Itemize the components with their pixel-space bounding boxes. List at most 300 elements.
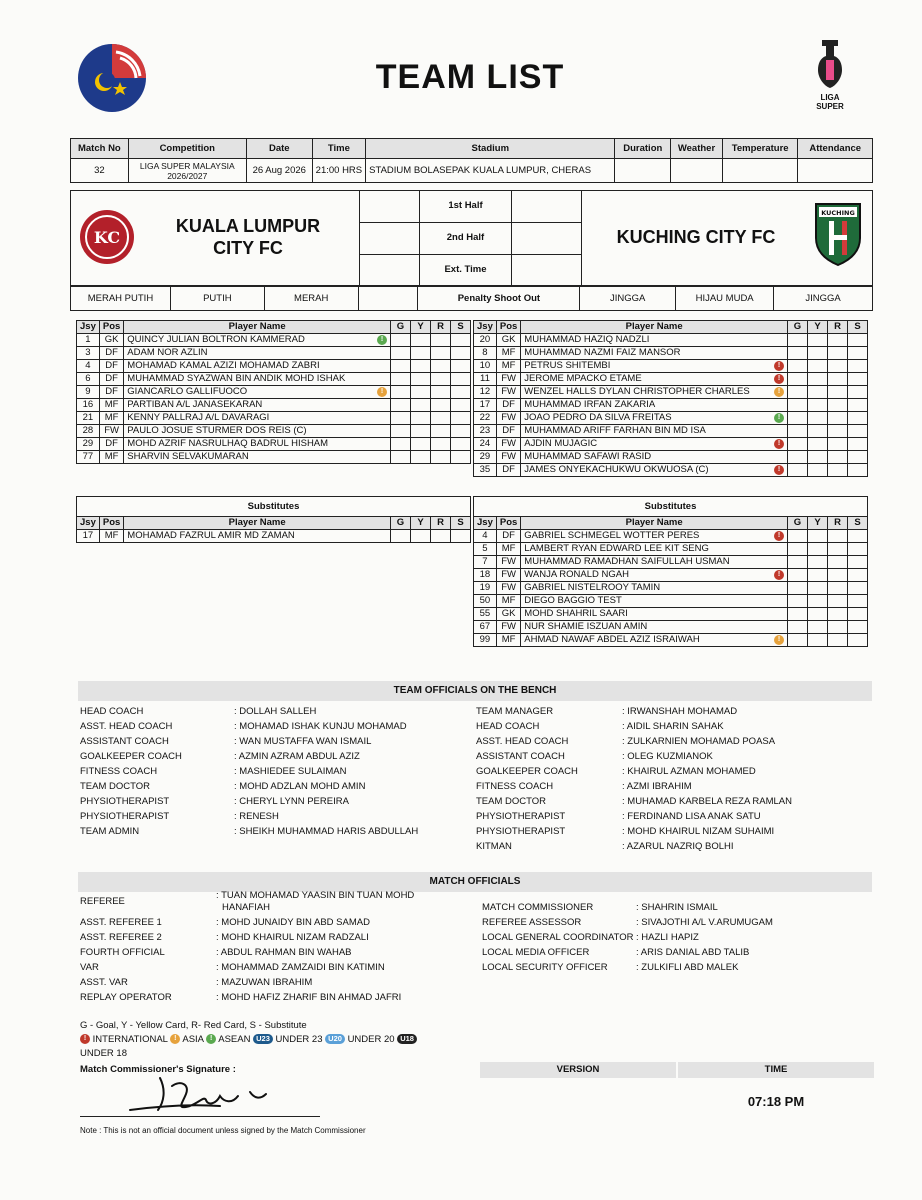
official-role: HEAD COACH	[80, 706, 144, 717]
jersey-number: 1	[77, 334, 100, 347]
red-cell	[828, 386, 848, 399]
player-row	[77, 334, 471, 347]
goal-cell	[788, 569, 808, 582]
official-name: : ZULKIFLI ABD MALEK	[636, 962, 739, 973]
position: GK	[496, 334, 520, 347]
player-row	[474, 464, 868, 477]
official-role: REFEREE	[80, 896, 125, 907]
goal-cell	[391, 373, 411, 386]
header-s: S	[848, 321, 868, 334]
jersey-number: 12	[474, 386, 497, 399]
official-name: : MUHAMAD KARBELA REZA RAMLAN	[622, 796, 792, 807]
away-badge	[813, 201, 863, 267]
official-name: : IRWANSHAH MOHAMAD	[622, 706, 738, 717]
home-badge	[79, 209, 135, 265]
official-name: : SIVAJOTHI A/L V.ARUMUGAM	[636, 917, 773, 928]
yellow-cell	[411, 438, 431, 451]
header-jsy: Jsy	[474, 321, 497, 334]
yellow-cell	[411, 530, 431, 543]
yellow-cell	[808, 334, 828, 347]
position: FW	[99, 425, 123, 438]
goal-cell	[788, 399, 808, 412]
yellow-cell	[808, 634, 828, 647]
position: DF	[99, 386, 123, 399]
jersey-number: 18	[474, 569, 497, 582]
player-name: WENZEL HALLS DYLAN CHRISTOPHER CHARLES	[524, 386, 750, 397]
header-g: G	[788, 517, 808, 530]
header-weather: Weather	[671, 139, 723, 159]
international-icon: !	[774, 361, 784, 371]
official-role: GOALKEEPER COACH	[80, 751, 182, 762]
goal-cell	[391, 451, 411, 464]
official-role: TEAM ADMIN	[80, 826, 140, 837]
official-name: : SHEIKH MUHAMMAD HARIS ABDULLAH	[234, 826, 419, 837]
jersey-number: 4	[77, 360, 100, 373]
sub-cell	[848, 451, 868, 464]
player-row	[474, 334, 868, 347]
match-officials-title: MATCH OFFICIALS	[78, 872, 872, 892]
jersey-number: 7	[474, 556, 497, 569]
player-name-cell	[521, 530, 788, 543]
official-name: : ZULKARNIEN MOHAMAD POASA	[622, 736, 776, 747]
svg-text:KC: KC	[93, 228, 121, 247]
sub-cell	[848, 464, 868, 477]
header-r: R	[431, 321, 451, 334]
home-players-table	[76, 320, 471, 464]
sub-cell	[451, 412, 471, 425]
official-role: PHYSIOTHERAPIST	[80, 796, 170, 807]
goal-cell	[788, 334, 808, 347]
match-time: 21:00 HRS	[312, 159, 365, 183]
player-row	[474, 634, 868, 647]
player-name-cell	[521, 425, 788, 438]
player-row	[474, 386, 868, 399]
player-name-cell	[521, 464, 788, 477]
version-label: VERSION	[480, 1062, 676, 1078]
red-cell	[828, 451, 848, 464]
goal-cell	[391, 530, 411, 543]
yellow-cell	[808, 582, 828, 595]
header-s: S	[848, 517, 868, 530]
official-role: TEAM MANAGER	[476, 706, 554, 717]
red-cell	[828, 425, 848, 438]
goal-cell	[788, 530, 808, 543]
legend-asia: ASIA	[182, 1034, 204, 1045]
header-pos: Pos	[496, 321, 520, 334]
player-name-cell	[124, 334, 391, 347]
player-name: GABRIEL NISTELROOY TAMIN	[524, 582, 661, 593]
jersey-number: 23	[474, 425, 497, 438]
yellow-cell	[411, 399, 431, 412]
goal-cell	[788, 360, 808, 373]
official-role: FOURTH OFFICIAL	[80, 947, 165, 958]
goal-cell	[391, 425, 411, 438]
stadium: STADIUM BOLASEPAK KUALA LUMPUR, CHERAS	[366, 159, 615, 183]
player-row	[77, 373, 471, 386]
header-attendance: Attendance	[798, 139, 873, 159]
jersey-number: 35	[474, 464, 497, 477]
player-name-cell	[521, 347, 788, 360]
home-subs-title: Substitutes	[77, 497, 471, 517]
signature-label: Match Commissioner's Signature :	[80, 1064, 236, 1075]
header-pos: Pos	[99, 321, 123, 334]
header-g: G	[391, 517, 411, 530]
official-role: ASSISTANT COACH	[80, 736, 169, 747]
player-name-cell	[521, 595, 788, 608]
sub-cell	[451, 438, 471, 451]
position: MF	[99, 399, 123, 412]
sub-cell	[848, 621, 868, 634]
yellow-cell	[411, 386, 431, 399]
official-role: PHYSIOTHERAPIST	[476, 826, 566, 837]
header-r: R	[431, 517, 451, 530]
official-name: : MOHD KHAIRUL NIZAM RADZALI	[216, 932, 369, 943]
goal-cell	[788, 543, 808, 556]
international-icon: !	[774, 374, 784, 384]
home-subs-table	[76, 496, 471, 543]
red-cell	[828, 608, 848, 621]
competition: LIGA SUPER MALAYSIA 2026/2027	[128, 159, 246, 183]
official-role: FITNESS COACH	[476, 781, 554, 792]
official-role: TEAM DOCTOR	[476, 796, 547, 807]
yellow-cell	[808, 360, 828, 373]
yellow-cell	[808, 543, 828, 556]
sub-cell	[451, 530, 471, 543]
player-row	[474, 373, 868, 386]
sub-cell	[451, 360, 471, 373]
away-kit-1: JINGGA	[580, 287, 676, 311]
player-name-cell	[124, 451, 391, 464]
footer-note: Note : This is not an official document unless signed by the Match Commissioner	[80, 1126, 366, 1135]
asean-icon: !	[774, 413, 784, 423]
sub-cell	[848, 386, 868, 399]
player-name: KENNY PALLRAJ A/L DAVARAGI	[127, 412, 270, 423]
position: MF	[496, 347, 520, 360]
red-cell	[431, 451, 451, 464]
u23-pill: U23	[253, 1034, 273, 1044]
official-role: ASST. REFEREE 1	[80, 917, 162, 928]
player-name: LAMBERT RYAN EDWARD LEE KIT SENG	[524, 543, 709, 554]
header-pos: Pos	[496, 517, 520, 530]
player-row	[474, 543, 868, 556]
player-name: DIEGO BAGGIO TEST	[524, 595, 622, 606]
player-name: MUHAMMAD SAFAWI RASID	[524, 451, 652, 462]
player-row	[474, 360, 868, 373]
official-role: MATCH COMMISSIONER	[482, 902, 594, 913]
player-name: PARTIBAN A/L JANASEKARAN	[127, 399, 263, 410]
official-name: : OLEG KUZMIANOK	[622, 751, 713, 762]
attendance	[798, 159, 873, 183]
player-name: QUINCY JULIAN BOLTRON KAMMERAD	[127, 334, 305, 345]
yellow-cell	[808, 399, 828, 412]
official-role: TEAM DOCTOR	[80, 781, 151, 792]
position: DF	[99, 438, 123, 451]
official-role: VAR	[80, 962, 99, 973]
yellow-cell	[411, 412, 431, 425]
position: FW	[496, 451, 520, 464]
header-r: R	[828, 321, 848, 334]
yellow-cell	[411, 334, 431, 347]
red-cell	[828, 634, 848, 647]
goal-cell	[788, 373, 808, 386]
position: MF	[496, 543, 520, 556]
header-competition: Competition	[128, 139, 246, 159]
page-title: TEAM LIST	[375, 58, 565, 96]
player-row	[474, 595, 868, 608]
away-subs-title: Substitutes	[474, 497, 868, 517]
player-row	[474, 399, 868, 412]
sub-cell	[848, 360, 868, 373]
red-cell	[828, 464, 848, 477]
goal-cell	[391, 412, 411, 425]
home-kit-3: MERAH	[264, 287, 358, 311]
yellow-cell	[411, 347, 431, 360]
red-cell	[431, 347, 451, 360]
official-role: FITNESS COACH	[80, 766, 158, 777]
duration	[615, 159, 671, 183]
official-name: : AIDIL SHARIN SAHAK	[622, 721, 724, 732]
player-name: MOHD AZRIF NASRULHAQ BADRUL HISHAM	[127, 438, 329, 449]
player-name: MUHAMMAD ARIFF FARHAN BIN MD ISA	[524, 425, 706, 436]
player-name-cell	[521, 399, 788, 412]
position: FW	[496, 412, 520, 425]
player-name-cell	[521, 608, 788, 621]
match-no: 32	[71, 159, 129, 183]
player-row	[77, 451, 471, 464]
goal-cell	[788, 347, 808, 360]
sub-cell	[848, 556, 868, 569]
position: MF	[99, 451, 123, 464]
yellow-cell	[808, 412, 828, 425]
official-role: PHYSIOTHERAPIST	[80, 811, 170, 822]
jersey-number: 55	[474, 608, 497, 621]
legend-u20: UNDER 20	[347, 1034, 395, 1045]
jersey-number: 77	[77, 451, 100, 464]
sub-cell	[848, 438, 868, 451]
player-row	[474, 608, 868, 621]
position: DF	[99, 347, 123, 360]
player-name: MUHAMMAD SYAZWAN BIN ANDIK MOHD ISHAK	[127, 373, 346, 384]
goal-cell	[788, 451, 808, 464]
yellow-cell	[808, 621, 828, 634]
player-row	[77, 425, 471, 438]
official-name: : TUAN MOHAMAD YAASIN BIN TUAN MOHD	[216, 890, 415, 901]
sub-cell	[848, 347, 868, 360]
player-name: AHMAD NAWAF ABDEL AZIZ ISRAIWAH	[524, 634, 700, 645]
official-name: : AZARUL NAZRIQ BOLHI	[622, 841, 734, 852]
player-name: MOHD SHAHRIL SAARI	[524, 608, 628, 619]
yellow-cell	[411, 451, 431, 464]
yellow-cell	[808, 464, 828, 477]
jersey-number: 22	[474, 412, 497, 425]
player-name: SHARVIN SELVAKUMARAN	[127, 451, 249, 462]
official-role: KITMAN	[476, 841, 512, 852]
liga-super-logo-text: LIGA SUPER	[816, 93, 844, 111]
first-half-label: 1st Half	[448, 200, 483, 211]
jersey-number: 67	[474, 621, 497, 634]
player-name-cell	[124, 399, 391, 412]
header-jsy: Jsy	[77, 517, 100, 530]
sub-cell	[848, 412, 868, 425]
goal-cell	[391, 438, 411, 451]
official-name: : WAN MUSTAFFA WAN ISMAIL	[234, 736, 372, 747]
yellow-cell	[808, 425, 828, 438]
international-icon: !	[774, 439, 784, 449]
official-name: : MASHIEDEE SULAIMAN	[234, 766, 347, 777]
header-y: Y	[411, 517, 431, 530]
header-duration: Duration	[615, 139, 671, 159]
red-cell	[828, 595, 848, 608]
goal-cell	[788, 438, 808, 451]
bench-officials-title: TEAM OFFICIALS ON THE BENCH	[78, 681, 872, 701]
yellow-cell	[808, 386, 828, 399]
jersey-number: 16	[77, 399, 100, 412]
sub-cell	[451, 451, 471, 464]
asean-icon: !	[206, 1034, 216, 1044]
goal-cell	[788, 621, 808, 634]
official-name: : ABDUL RAHMAN BIN WAHAB	[216, 947, 352, 958]
header-player-name: Player Name	[124, 517, 391, 530]
sub-cell	[848, 595, 868, 608]
position: DF	[496, 530, 520, 543]
player-row	[474, 582, 868, 595]
player-name: NUR SHAMIE ISZUAN AMIN	[524, 621, 648, 632]
jersey-number: 11	[474, 373, 497, 386]
official-role: ASST. VAR	[80, 977, 128, 988]
svg-text:KUCHING: KUCHING	[821, 209, 855, 217]
ext-time-label: Ext. Time	[444, 264, 487, 275]
match-info-table	[70, 138, 873, 183]
jersey-number: 19	[474, 582, 497, 595]
red-cell	[828, 530, 848, 543]
second-half-label: 2nd Half	[446, 232, 485, 243]
red-cell	[828, 334, 848, 347]
kit-row	[70, 286, 873, 311]
player-name-cell	[124, 438, 391, 451]
official-name: : AZMIN AZRAM ABDUL AZIZ	[234, 751, 360, 762]
player-row	[474, 530, 868, 543]
red-cell	[828, 399, 848, 412]
red-cell	[431, 412, 451, 425]
player-name-cell	[521, 634, 788, 647]
header-time: Time	[312, 139, 365, 159]
jersey-number: 29	[77, 438, 100, 451]
player-name: MUHAMMAD IRFAN ZAKARIA	[524, 399, 656, 410]
asean-icon: !	[377, 335, 387, 345]
goal-cell	[788, 582, 808, 595]
header-y: Y	[808, 517, 828, 530]
international-icon: !	[774, 570, 784, 580]
header-player-name: Player Name	[521, 321, 788, 334]
official-role: LOCAL SECURITY OFFICER	[482, 962, 608, 973]
official-role: REPLAY OPERATOR	[80, 992, 172, 1003]
home-team-name-line1: KUALA LUMPUR	[175, 216, 321, 236]
player-row	[474, 556, 868, 569]
player-name-cell	[124, 412, 391, 425]
player-name: JAMES ONYEKACHUKWU OKWUOSA (C)	[524, 464, 709, 475]
header-temperature: Temperature	[722, 139, 798, 159]
official-role: GOALKEEPER COACH	[476, 766, 578, 777]
header-jsy: Jsy	[77, 321, 100, 334]
jersey-number: 17	[77, 530, 100, 543]
official-role: ASST. HEAD COACH	[476, 736, 569, 747]
official-name: : AZMI IBRAHIM	[622, 781, 692, 792]
goal-cell	[788, 425, 808, 438]
official-name: : MOHAMAD ISHAK KUNJU MOHAMAD	[234, 721, 407, 732]
position: GK	[496, 608, 520, 621]
header-s: S	[451, 517, 471, 530]
player-row	[77, 530, 471, 543]
player-row	[474, 451, 868, 464]
header-r: R	[828, 517, 848, 530]
goal-cell	[788, 556, 808, 569]
player-name: GIANCARLO GALLIFUOCO	[127, 386, 248, 397]
position: FW	[496, 621, 520, 634]
header-pos: Pos	[99, 517, 123, 530]
legend-u18: UNDER 18	[80, 1048, 127, 1059]
jersey-number: 21	[77, 412, 100, 425]
player-name: JEROME MPACKO ETAME	[524, 373, 642, 384]
time-value: 07:18 PM	[747, 1094, 805, 1109]
u20-pill: U20	[325, 1034, 345, 1044]
yellow-cell	[808, 373, 828, 386]
sub-cell	[848, 399, 868, 412]
red-cell	[431, 386, 451, 399]
jersey-number: 17	[474, 399, 497, 412]
header-y: Y	[808, 321, 828, 334]
goal-cell	[391, 360, 411, 373]
player-name: PAULO JOSUE STURMER DOS REIS (C)	[127, 425, 307, 436]
header-g: G	[788, 321, 808, 334]
official-name: : MOHAMMAD ZAMZAIDI BIN KATIMIN	[216, 962, 385, 973]
position: MF	[99, 412, 123, 425]
legend-line2	[80, 1034, 417, 1045]
sub-cell	[848, 530, 868, 543]
position: FW	[496, 582, 520, 595]
position: DF	[496, 425, 520, 438]
official-role: ASSISTANT COACH	[476, 751, 565, 762]
player-name: MUHAMMAD RAMADHAN SAIFULLAH USMAN	[524, 556, 730, 567]
red-cell	[828, 438, 848, 451]
asia-icon: !	[170, 1034, 180, 1044]
penalty-shootout-label: Penalty Shoot Out	[418, 287, 580, 311]
legend-international: INTERNATIONAL	[92, 1034, 168, 1045]
jersey-number: 20	[474, 334, 497, 347]
header-player-name: Player Name	[521, 517, 788, 530]
red-cell	[828, 569, 848, 582]
player-name-cell	[124, 360, 391, 373]
international-icon: !	[774, 531, 784, 541]
goal-cell	[391, 399, 411, 412]
sub-cell	[451, 347, 471, 360]
away-subs-table	[473, 496, 868, 647]
red-cell	[828, 621, 848, 634]
asia-icon: !	[377, 387, 387, 397]
yellow-cell	[808, 608, 828, 621]
position: FW	[496, 556, 520, 569]
sub-cell	[451, 425, 471, 438]
header-y: Y	[411, 321, 431, 334]
red-cell	[431, 399, 451, 412]
sub-cell	[848, 543, 868, 556]
goal-cell	[391, 347, 411, 360]
player-name: AJDIN MUJAGIC	[524, 438, 598, 449]
player-row	[77, 438, 471, 451]
position: MF	[496, 360, 520, 373]
position: DF	[99, 360, 123, 373]
red-cell	[828, 347, 848, 360]
official-name: : SHAHRIN ISMAIL	[636, 902, 718, 913]
